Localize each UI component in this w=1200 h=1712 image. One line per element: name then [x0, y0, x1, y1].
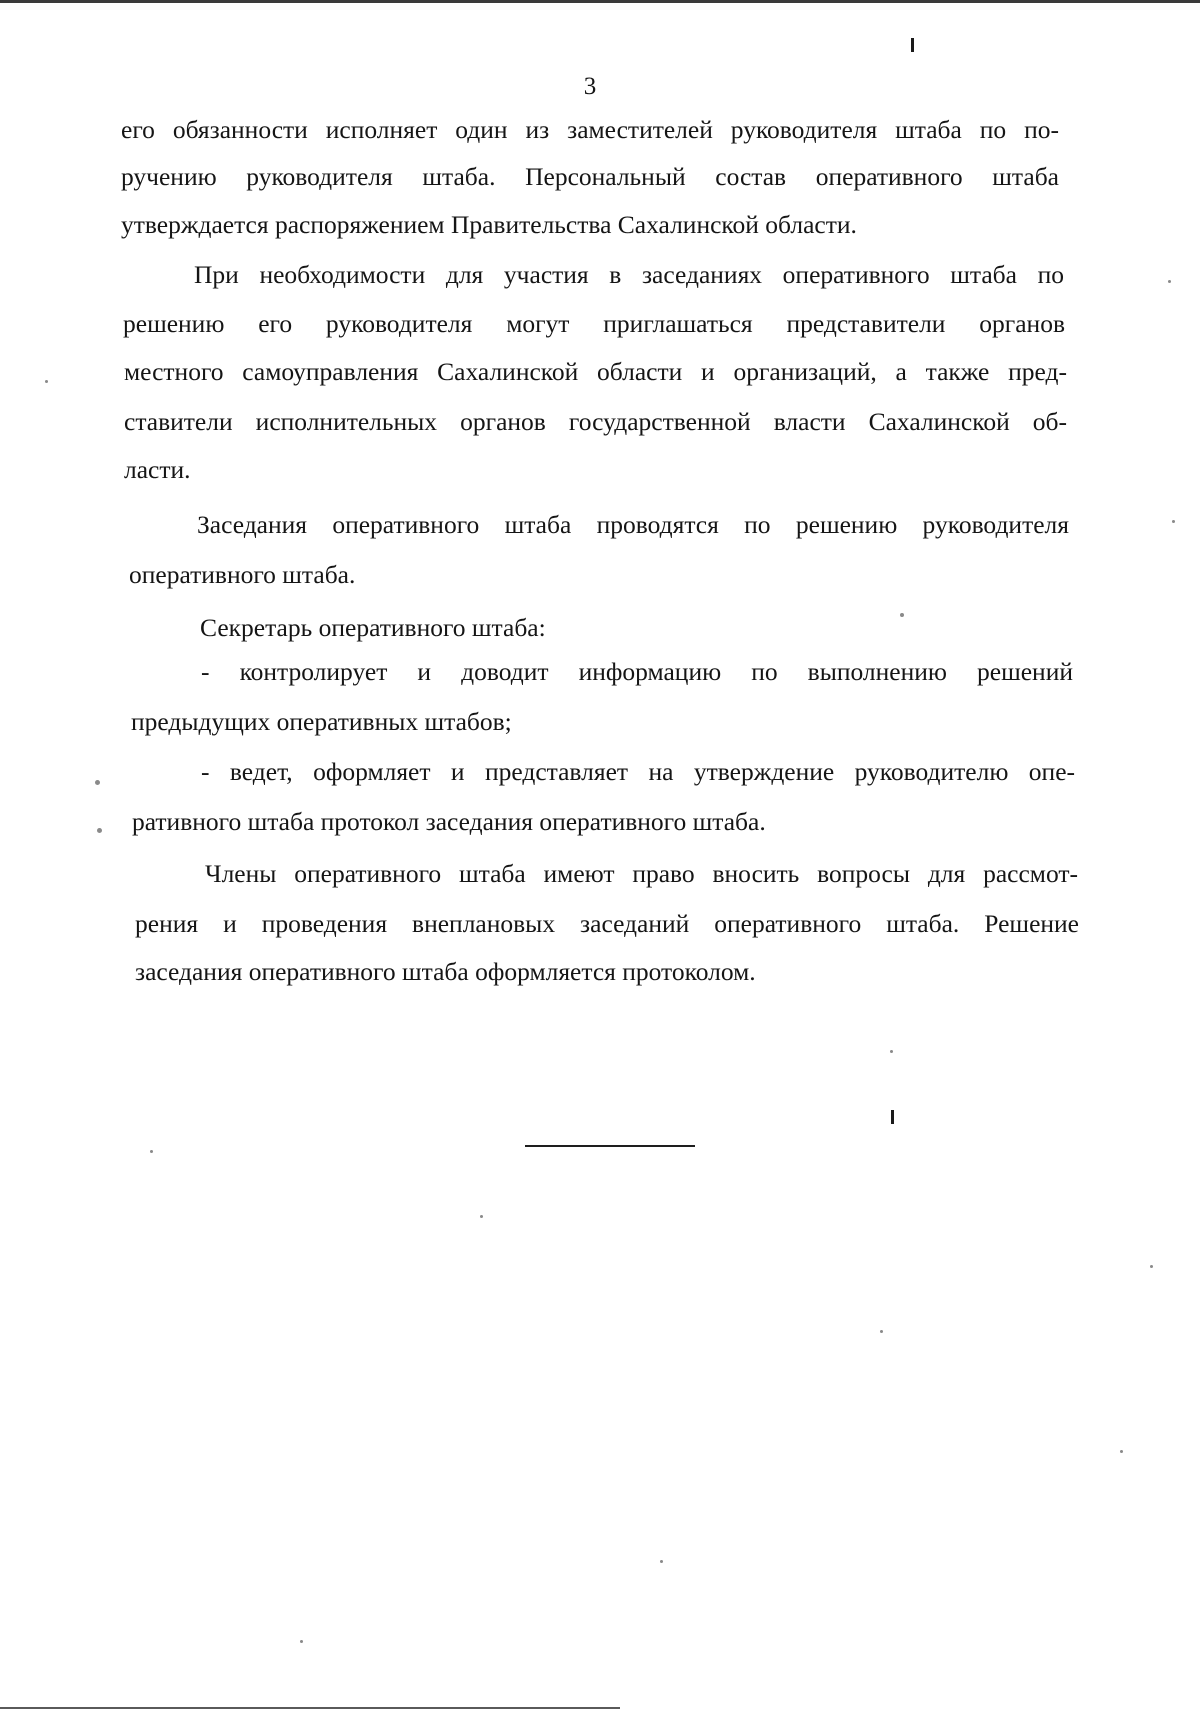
scan-mark [911, 38, 914, 52]
scan-speck [1150, 1265, 1153, 1268]
scan-speck [890, 1050, 893, 1053]
scan-speck [300, 1640, 303, 1643]
page-number: 3 [583, 73, 597, 100]
body-line: ручению руководителя штаба. Персональный состав оперативного штаба [121, 162, 1059, 191]
scan-speck [150, 1150, 153, 1153]
body-line: заседания оперативного штаба оформляется протоколом. [135, 957, 756, 986]
body-line: рения и проведения внеплановых заседаний оперативного штаба. Решение [135, 909, 1079, 938]
body-line: его обязанности исполняет один из заместителей руководителя штаба по по- [121, 115, 1059, 144]
end-of-text-rule [525, 1145, 695, 1147]
scan-speck [900, 613, 904, 617]
scan-speck [1172, 520, 1175, 523]
body-line: Заседания оперативного штаба проводятся по решению руководителя [197, 510, 1069, 539]
scan-speck [1120, 1450, 1123, 1453]
scan-speck [97, 828, 102, 833]
scan-edge-top [0, 0, 1200, 3]
body-line: утверждается распоряжением Правительства Сахалинской области. [121, 210, 857, 239]
body-line: ративного штаба протокол заседания оперативного штаба. [132, 807, 766, 836]
scan-speck [480, 1215, 483, 1218]
body-line: Секретарь оперативного штаба: [200, 613, 546, 642]
scan-edge-bottom [0, 1707, 620, 1709]
body-line: решению его руководителя могут приглашаться представители органов [123, 309, 1065, 338]
scan-speck [880, 1330, 883, 1333]
scan-speck [95, 780, 100, 785]
body-line: Члены оперативного штаба имеют право вносить вопросы для рассмот- [205, 859, 1078, 888]
body-line: ставители исполнительных органов государственной власти Сахалинской об- [124, 407, 1067, 436]
body-line: предыдущих оперативных штабов; [131, 707, 512, 736]
body-line: - ведет, оформляет и представляет на утверждение руководителю опе- [201, 757, 1075, 786]
scan-mark [891, 1110, 894, 1124]
body-line: ласти. [124, 455, 191, 484]
scan-speck [1168, 280, 1171, 283]
body-line: - контролирует и доводит информацию по выполнению решений [201, 657, 1073, 686]
scan-speck [660, 1560, 663, 1563]
body-line: оперативного штаба. [129, 560, 356, 589]
body-line: При необходимости для участия в заседаниях оперативного штаба по [194, 260, 1064, 289]
scan-speck [45, 380, 48, 383]
body-line: местного самоуправления Сахалинской области и организаций, а также пред- [124, 357, 1067, 386]
